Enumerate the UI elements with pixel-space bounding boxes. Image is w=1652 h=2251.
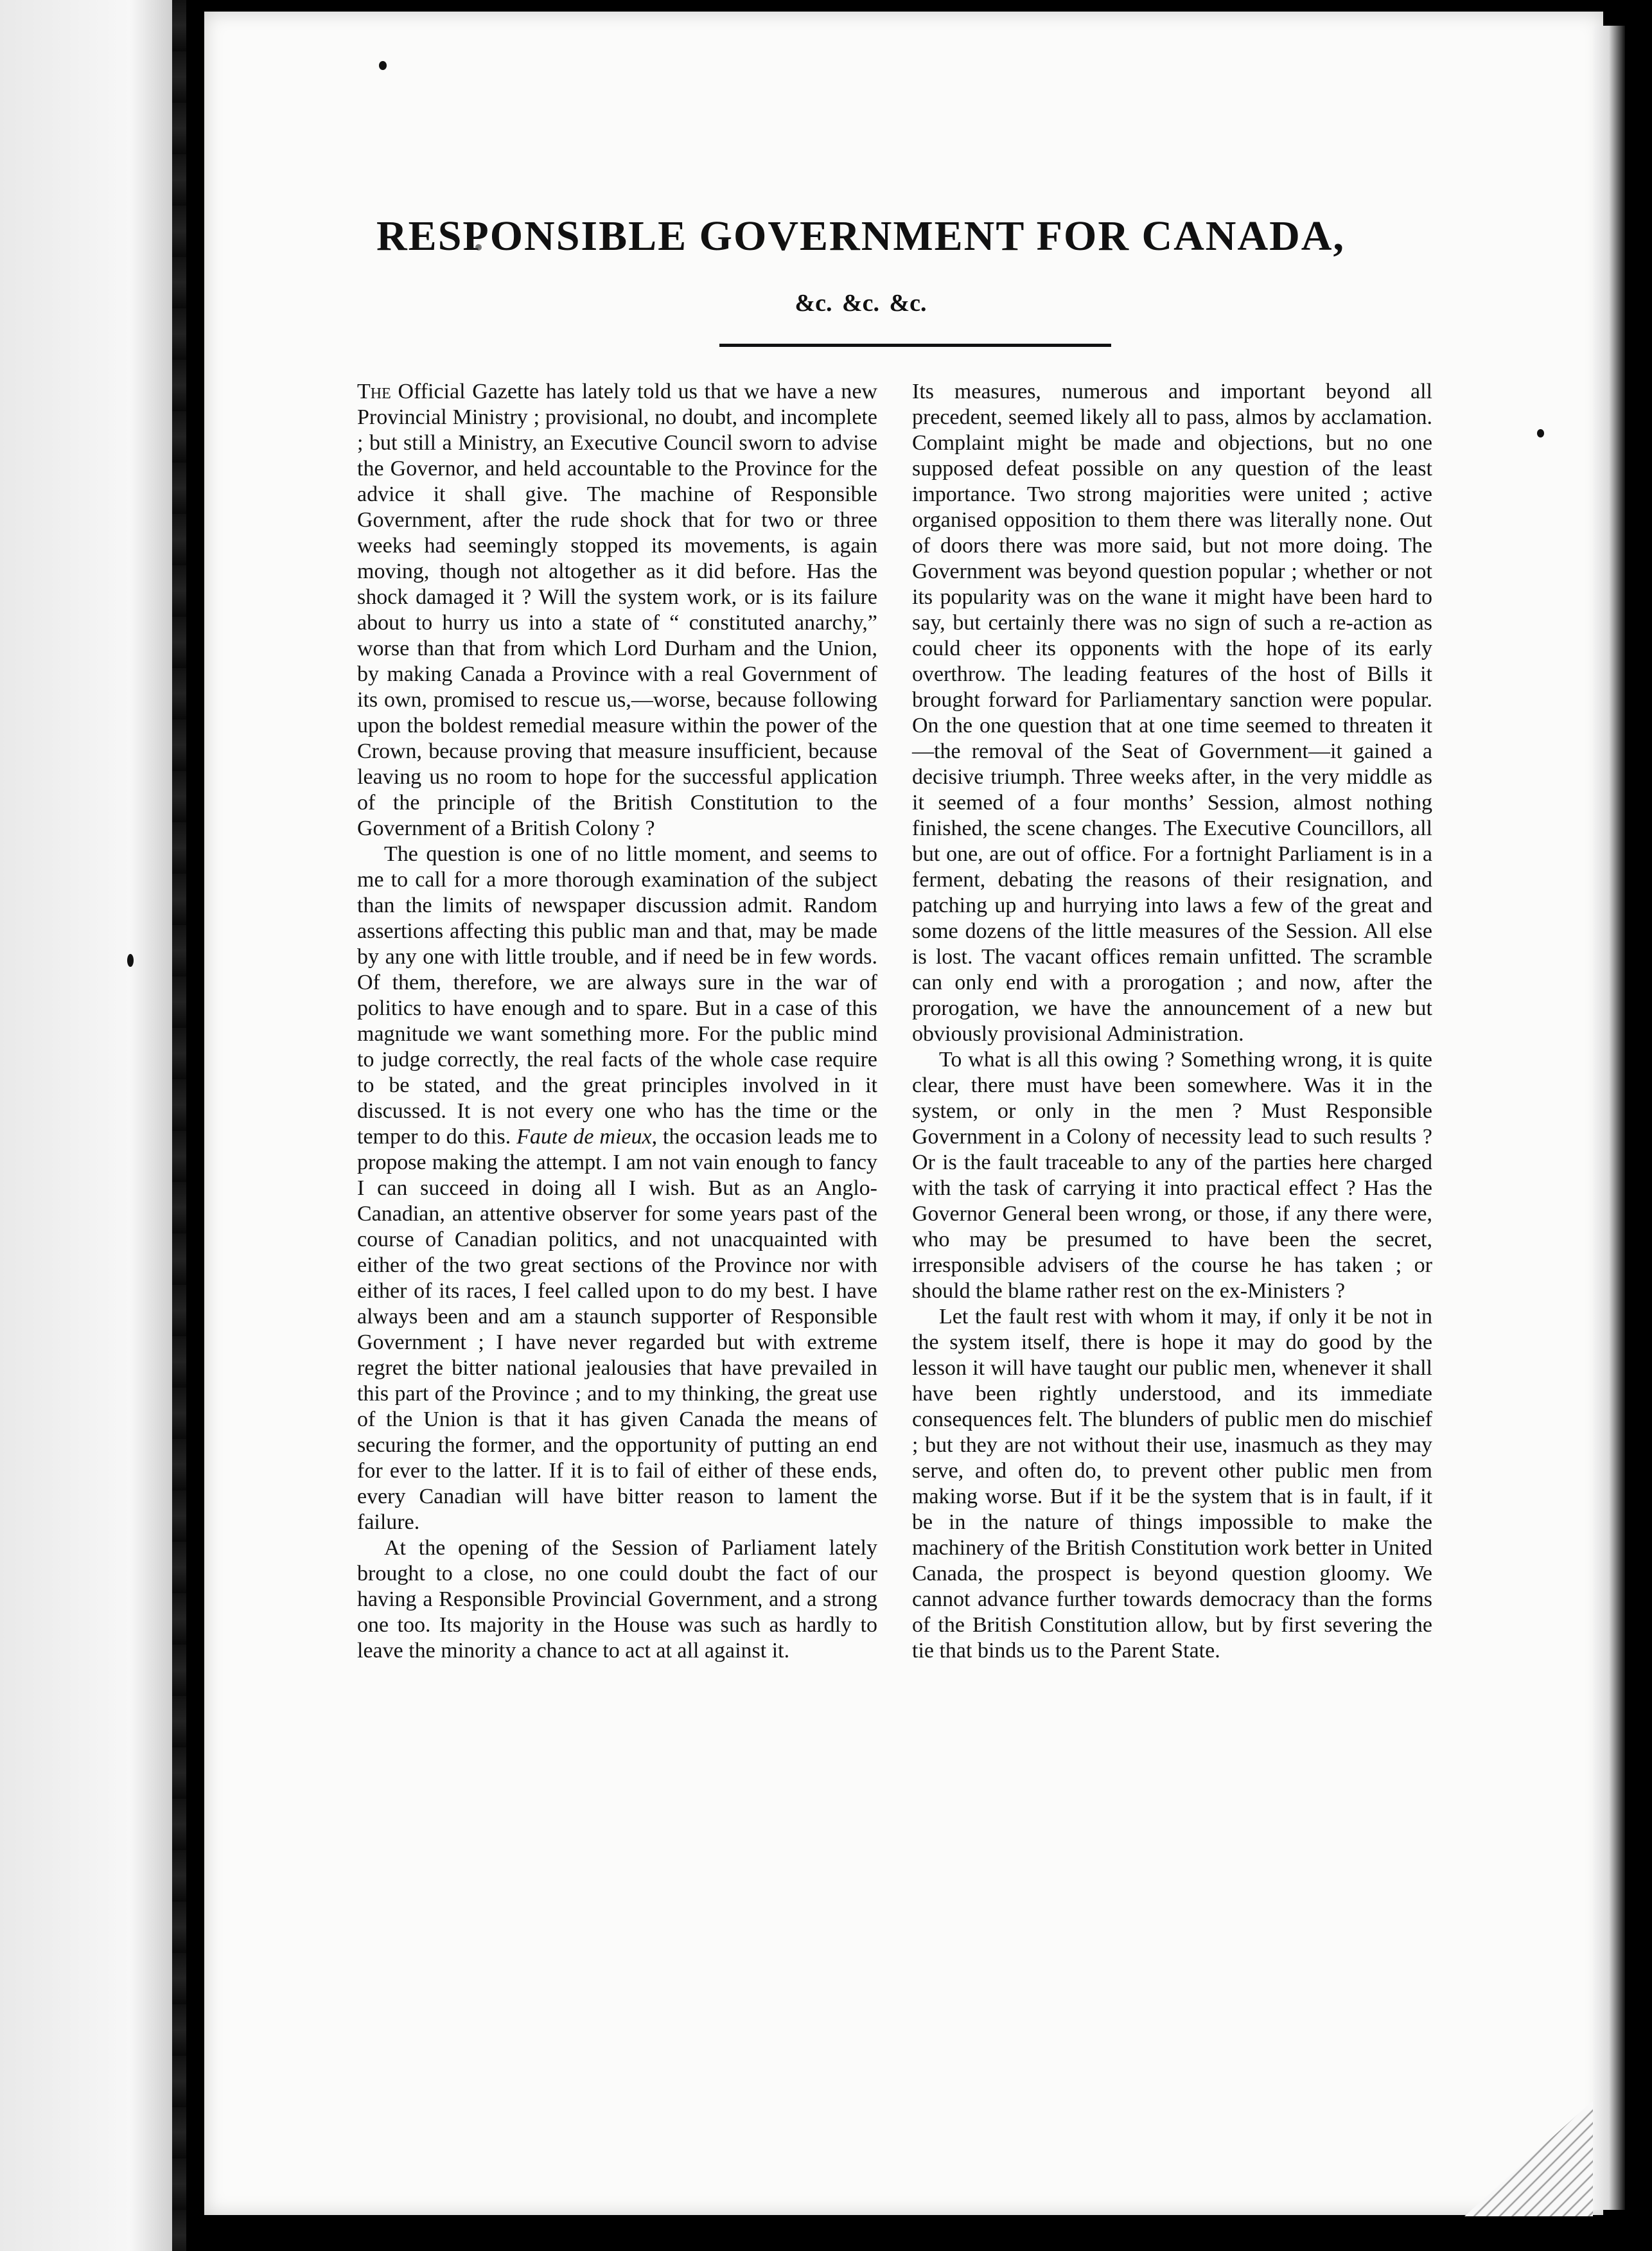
paragraph: [357, 842, 877, 1535]
document-subtitle: &c. &c. &c.: [795, 290, 927, 317]
paragraph: [357, 379, 877, 842]
ink-speck: [1537, 429, 1544, 437]
italic-phrase: Faute de mieux: [516, 1125, 652, 1149]
ink-speck: [379, 61, 387, 70]
paragraph: At the opening of the Session of Parliament lately brought to a close, no one could doubt the fact of our having a Responsible Provincial Government, and a strong one too. Its majority in the House was such as hardly to leave the minority a chance to act at all against it.: [357, 1536, 877, 1663]
ink-speck: [127, 954, 134, 967]
opening-word: The: [357, 380, 391, 403]
paragraph: Its measures, numerous and important beyond all precedent, seemed likely all to pass, almos by acclamation. Complaint might be made and objections, but no one supposed defeat possible on any question of the least importance. Two strong majorities were united ; active organised opposition to them there was literally none. Out of doors there was more said, but not more doing. The Government was beyond question popular ; whether or not its popularity was on the wane it might have been hard to say, but certainly there was no sign of such a re-action as could cheer its opponents with the hope of its early overthrow. The leading features of the host of Bills it brought forward for Parliamentary sanction were popular. On the one question that at one time seemed to threaten it—the removal of the Seat of Government—it gained a decisive triumph. Three weeks after, in the very middle as it seemed of a four months’ Session, almost nothing finished, the scene changes. The Executive Councillors, all but one, are out of office. For a fortnight Parliament is in a ferment, debating the reasons of their resignation, and patching up and hurrying into laws a few of the great and some dozens of the little measures of the Session. All else is lost. The vacant offices remain unfitted. The scramble can only end with a prorogation ; and now, after the prorogation, we have the announcement of a new but obviously provisional Administration.: [912, 380, 1432, 1046]
facing-page-edge: [0, 0, 186, 2251]
paragraph: To what is all this owing ? Something wrong, it is quite clear, there must have been somewhere. Was it in the system, or only in the men ? Must Responsible Government in a Colony of necessity lead to such results ? Or is the fault traceable to any of the parties here charged with the task of carrying it into practical effect ? Has the Governor General been wrong, or those, if any there were, who may be presumed to have been the secret, irresponsible advisers of the course he has taken ; or should the blame rather rest on the ex-Ministers ?: [912, 1048, 1432, 1303]
page-right-edge: [1593, 26, 1625, 2210]
paragraph-text: , the occasion leads me to propose making the attempt. I am not vain enough to fancy I can succeed in doing all I wish. But as an Anglo-Canadian, an attentive observer for some years past of the course of Canadian politics, and not unacquainted with either of the two great sections of the Province nor with either of its races, I feel called upon to do my best. I have always been and am a staunch supporter of Responsible Government ; I have never regarded but with extreme regret the bitter national jealousies that have prevailed in this part of the Province ; and to my thinking, the great use of the Union is that it has given Canada the means of securing the former, and the opportunity of putting an end for ever to the latter. If it is to fail of either of these ends, every Canadian will have bitter reason to lament the failure.: [357, 1125, 878, 1534]
left-column: [357, 379, 877, 1664]
paragraph-text: The question is one of no little moment, and seems to me to call for a more thorough examination of the subject than the limits of newspaper discussion admit. Random assertions affecting this public man and that, may be made by any one with little trouble, and if need be in few words. Of them, therefore, we are always sure in the war of politics to have enough and to spare. But in a case of this magnitude we want something more. For the public mind to judge correctly, the real facts of the whole case require to be stated, and the great principles involved in it discussed. It is not every one who has the time or the temper to do this.: [357, 842, 877, 1149]
title-rule: [719, 344, 1111, 347]
right-column: [912, 379, 1432, 1664]
document-title: RESPONSIBLE GOVERNMENT FOR CANADA,: [376, 213, 1345, 260]
paragraph: Let the fault rest with whom it may, if only it be not in the system itself, there is hope it may do good by the lesson it will have taught our public men, whenever it shall have been rightly understood, and its immediate consequences felt. The blunders of public men do mischief ; but they are not without their use, inasmuch as they may serve, and often do, to prevent other public men from making worse. But if it be the system that is in fault, if it be in the nature of things impossible to make the machinery of the British Constitution work better in United Canada, the prospect is beyond question gloomy. We cannot advance further towards democracy than the forms of the British Constitution allow, but by first severing the tie that binds us to the Parent State.: [912, 1305, 1432, 1663]
paragraph-text: Official Gazette has lately told us that we have a new Provincial Ministry ; provisional, no doubt, and incomplete ; but still a Ministry, an Executive Council sworn to advise the Governor, and held accountable to the Province for the advice it shall give. The machine of Responsible Government, after the rude shock that for two or three weeks had seemingly stopped its movements, is again moving, though not altogether as it did before. Has the shock damaged it ? Will the system work, or is its failure about to hurry us into a state of “ constituted anarchy,” worse than that from which Lord Durham and the Union, by making Canada a Province with a real Government of its own, promised to rescue us,—worse, because following upon the boldest remedial measure within the power of the Crown, because proving that measure insufficient, because leaving us no room to hope for the successful application of the principle of the British Constitution to the Government of a British Colony ?: [357, 380, 877, 840]
